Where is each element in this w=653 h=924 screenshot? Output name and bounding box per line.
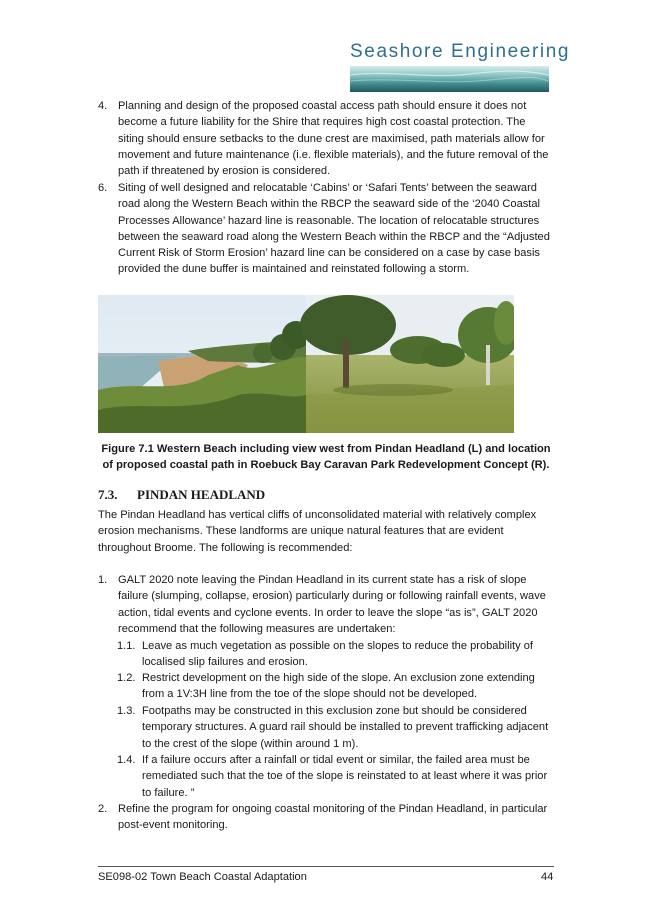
logo-text-engineering: Engineering (451, 41, 571, 62)
page-number: 44 (541, 871, 554, 883)
section-number: 7.3. (98, 487, 118, 502)
list-item-2 (98, 801, 554, 834)
photo-left-beach (98, 295, 310, 433)
list-number: 1.3. (117, 705, 136, 717)
list-text: GALT 2020 note leaving the Pindan Headland in its current state has a risk of slope failure (slumping, collapse, erosion) particularly during or following rainfall events, wave action, tidal events and cyclone events. In order to leave the slope “as is”, GALT 2020 recommend that the following measures are undertaken: (118, 574, 546, 635)
list-text: Footpaths may be constructed in this exclusion zone but should be considered temporary structures. A guard rail should be installed to prevent trafficking adjacent to the crest of the slope (within around 1 m). (142, 705, 549, 750)
list-text: Restrict development on the high side of the slope. An exclusion zone extending from a 1V:3H line from the toe of the slope should not be developed. (142, 672, 535, 701)
list-number: 4. (98, 100, 108, 112)
list-text: Refine the program for ongoing coastal monitoring of the Pindan Headland, in particular post-event monitoring. (118, 803, 548, 832)
list-text: If a failure occurs after a rainfall or tidal event or similar, the failed area must be remediated such that the toe of the slope is reinstated to at least where it was prior to failure. ” (142, 754, 548, 799)
figure-caption: Figure 7.1 Western Beach including view west from Pindan Headland (L) and location of proposed coastal path in Roebuck Bay Caravan Park Redevelopment Concept (R). (101, 443, 551, 472)
list-item-1-3 (117, 703, 554, 752)
list-text: Planning and design of the proposed coastal access path should ensure it does not become a future liability for the Shire that requires high cost coastal protection. The siting should ensure setbacks to the dune crest are maximised, path materials allow for movement and future maintenance (i.e. flexible materials), and the future removal of the path if threatened by erosion is considered. (118, 100, 549, 178)
list-number: 1.4. (117, 754, 136, 766)
list-text: Siting of well designed and relocatable ‘Cabins’ or ‘Safari Tents’ between the seaward road along the Western Beach within the RBCP the seaward side of the ‘2040 Coastal Processes Allowance’ hazard line is reasonable. The location of relocatable structures between the seaward road along the Western Beach within the RBCP and the “Adjusted Current Risk of Storm Erosion’ hazard line can be considered on a case by case basis provided the dune buffer is maintained and reinstated following a storm. (118, 182, 550, 276)
section-heading (98, 487, 265, 503)
list-item-6 (98, 180, 554, 278)
logo-text (350, 40, 571, 64)
figure-photo (98, 295, 514, 433)
list-item-1-2 (117, 670, 554, 703)
list-item-1-4 (117, 752, 554, 801)
company-logo (350, 40, 571, 92)
logo-text-seashore: Seashore (350, 41, 445, 62)
section-intro: The Pindan Headland has vertical cliffs of unconsolidated material with relatively complex erosion mechanisms. These landforms are unique natural features that are evident throughout Broome. The following is recommended: (98, 509, 537, 554)
list-item-1 (98, 572, 554, 637)
logo-wave-graphic (350, 66, 549, 92)
list-number: 1. (98, 574, 108, 586)
list-item-4 (98, 98, 554, 179)
list-number: 1.2. (117, 672, 136, 684)
footer-document-title: SE098-02 Town Beach Coastal Adaptation (98, 871, 307, 883)
list-number: 2. (98, 803, 108, 815)
footer-divider (98, 866, 554, 867)
list-item-1-1 (117, 638, 554, 671)
photo-right-park (300, 295, 514, 433)
list-number: 6. (98, 182, 108, 194)
section-title: PINDAN HEADLAND (137, 487, 266, 502)
list-text: Leave as much vegetation as possible on the slopes to reduce the probability of localised slip failures and erosion. (142, 640, 533, 669)
list-number: 1.1. (117, 640, 136, 652)
